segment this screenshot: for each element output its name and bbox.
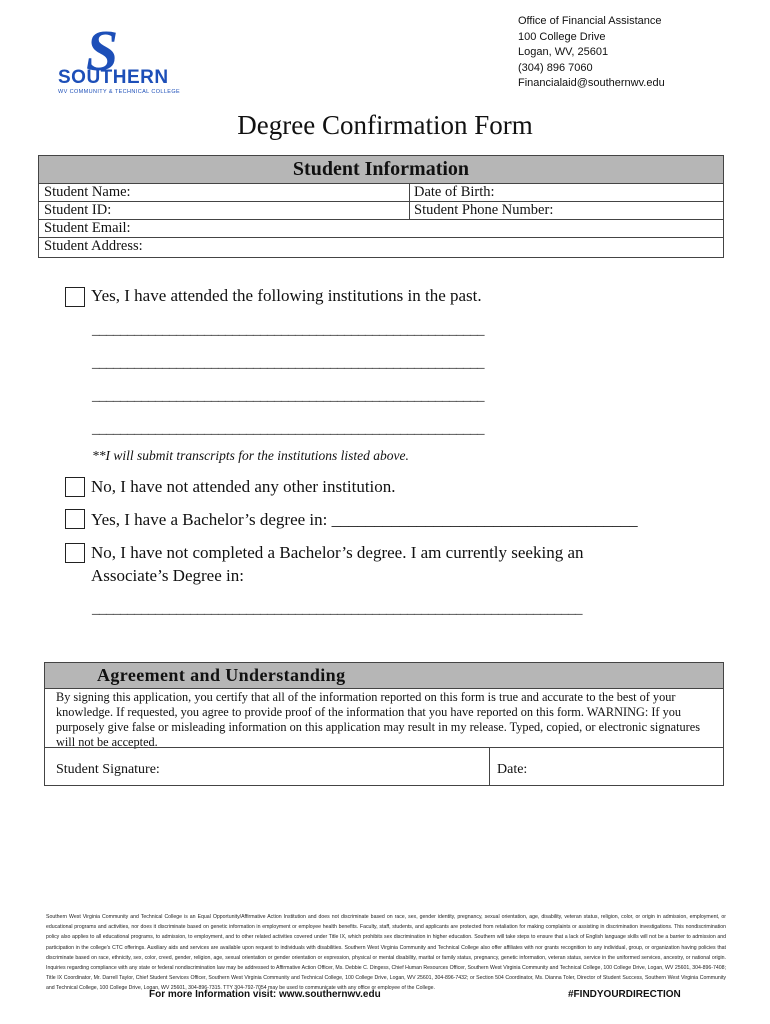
nondiscrimination-disclaimer: Southern West Virginia Community and Technical College is an Equal Opportunity/Affirmative Action Institution and does not discriminate based on race, sex, gender identity, pregnancy, sexual orientation, age, disability, veteran status, religion, color, or origin in admission, employment, or educational programs and activities, nor does it discriminate based on genetic information in employment or employee health benefits. Faculty, staff, students, and applicants are protected from retaliation for making complaints or assisting in discrimination investigations. This nondiscrimination policy also applies to all educational programs, to admission, to employment, and to other related activities covered under Title IX, which prohibits sex discrimination in higher education. Southern will take steps to ensure that a lack of English language skills will not be a barrier to admission and participation in the college's CTC offerings. Auxiliary aids and services are available upon request to individuals with disabilities. Southern West Virginia Community and Technical College also offer affiliates with nor grants recognition to any individual, group, or organization having policies that discriminate based on race, ethnicity, sex, color, creed, gender, religion, age, sexual orientation or gender orientation or expression, physical or mental disability, marital or family status, pregnancy, genetic information, veteran status, service in the uniformed services, ancestry, or national origin. Inquiries regarding compliance with any state or federal nondiscrimination law may be addressed to Affirmative Action Officer, Ms. Debbie C. Dingess, Chief Human Resources Officer, Southern West Virginia Community and Technical College, 100 College Drive, Logan, WV 25601, 304-896-7408; Title IX Coordinator, Mr. Darrell Taylor, Chief Student Services Officer, Southern West Virginia Community and Technical College, 100 College Drive, Logan, WV 25601, 304-896-7432; or Section 504 Coordinator, Ms. Dianna Toler, Director of Student Success, Southern West Virginia Community and Technical College, 100 College Drive, Logan, WV 25601, 304-896-7315. TTY 304-792-7054 may be used to communicate with any office or employee of the College. <box>46 914 726 992</box>
institution-line-4[interactable]: ________________________________________________________ <box>92 421 484 437</box>
institution-line-2[interactable]: ________________________________________________________ <box>92 355 484 371</box>
student-information-section <box>38 155 724 258</box>
student-id-field[interactable]: Student ID: <box>44 202 112 218</box>
signature-date-field[interactable]: Date: <box>497 762 528 777</box>
signature-row <box>45 747 723 786</box>
attended-checkbox[interactable] <box>65 287 85 307</box>
footer-hashtag: #FINDYOURDIRECTION <box>568 989 681 1000</box>
college-logo <box>56 18 181 95</box>
student-address-field[interactable]: Student Address: <box>44 238 143 254</box>
agreement-section <box>44 662 724 786</box>
agreement-heading: Agreement and Understanding <box>45 663 723 689</box>
institution-line-1[interactable]: ________________________________________________________ <box>92 322 484 338</box>
attended-option-label: Yes, I have attended the following institutions in the past. <box>91 286 482 305</box>
row-divider <box>39 219 723 220</box>
office-line: Logan, WV, 25601 <box>518 46 609 58</box>
office-email: Financialaid@southernwv.edu <box>518 77 665 89</box>
logo-subtitle: WV COMMUNITY & TECHNICAL COLLEGE <box>58 89 181 95</box>
student-information-heading: Student Information <box>39 156 723 184</box>
more-info-link[interactable]: For more Information visit: www.southernwv.edu <box>149 989 381 1000</box>
student-name-field[interactable]: Student Name: <box>44 184 131 200</box>
bachelor-no-checkbox[interactable] <box>65 543 85 563</box>
not-attended-option-label: No, I have not attended any other institution. <box>91 477 396 496</box>
student-signature-field[interactable]: Student Signature: <box>56 762 160 777</box>
logo-name: SOUTHERN <box>58 67 169 88</box>
student-email-field[interactable]: Student Email: <box>44 220 131 236</box>
institution-line-3[interactable]: ________________________________________________________ <box>92 388 484 404</box>
logo-letter: S <box>86 18 119 83</box>
associate-degree-label: Associate’s Degree in: <box>91 566 244 585</box>
associate-degree-line[interactable]: ______________________________________________________________________ <box>92 601 582 617</box>
form-title: Degree Confirmation Form <box>237 110 533 140</box>
student-phone-field[interactable]: Student Phone Number: <box>414 202 554 218</box>
date-of-birth-field[interactable]: Date of Birth: <box>414 184 495 200</box>
office-line: 100 College Drive <box>518 30 606 43</box>
office-address-block <box>518 14 665 92</box>
not-attended-checkbox[interactable] <box>65 477 85 497</box>
bachelor-yes-checkbox[interactable] <box>65 509 85 529</box>
agreement-text: By signing this application, you certify that all of the information reported on this form is true and accurate to the best of your knowledge. If requested, you agree to provide proof of the information that you have reported on this form. WARNING: If you purposely give false or misleading information on this application may result in my release. Typed, copied, or electronic signatures will not be accepted. <box>56 690 700 749</box>
bachelor-yes-option-label: Yes, I have a Bachelor’s degree in: ____________________________________ <box>91 510 638 529</box>
row-divider <box>39 201 723 202</box>
office-line: Office of Financial Assistance <box>518 15 662 27</box>
transcript-note: **I will submit transcripts for the institutions listed above. <box>92 448 409 463</box>
signature-divider <box>489 748 490 786</box>
bachelor-no-option-label: No, I have not completed a Bachelor’s degree. I am currently seeking an <box>91 543 584 562</box>
office-line: (304) 896 7060 <box>518 61 593 74</box>
